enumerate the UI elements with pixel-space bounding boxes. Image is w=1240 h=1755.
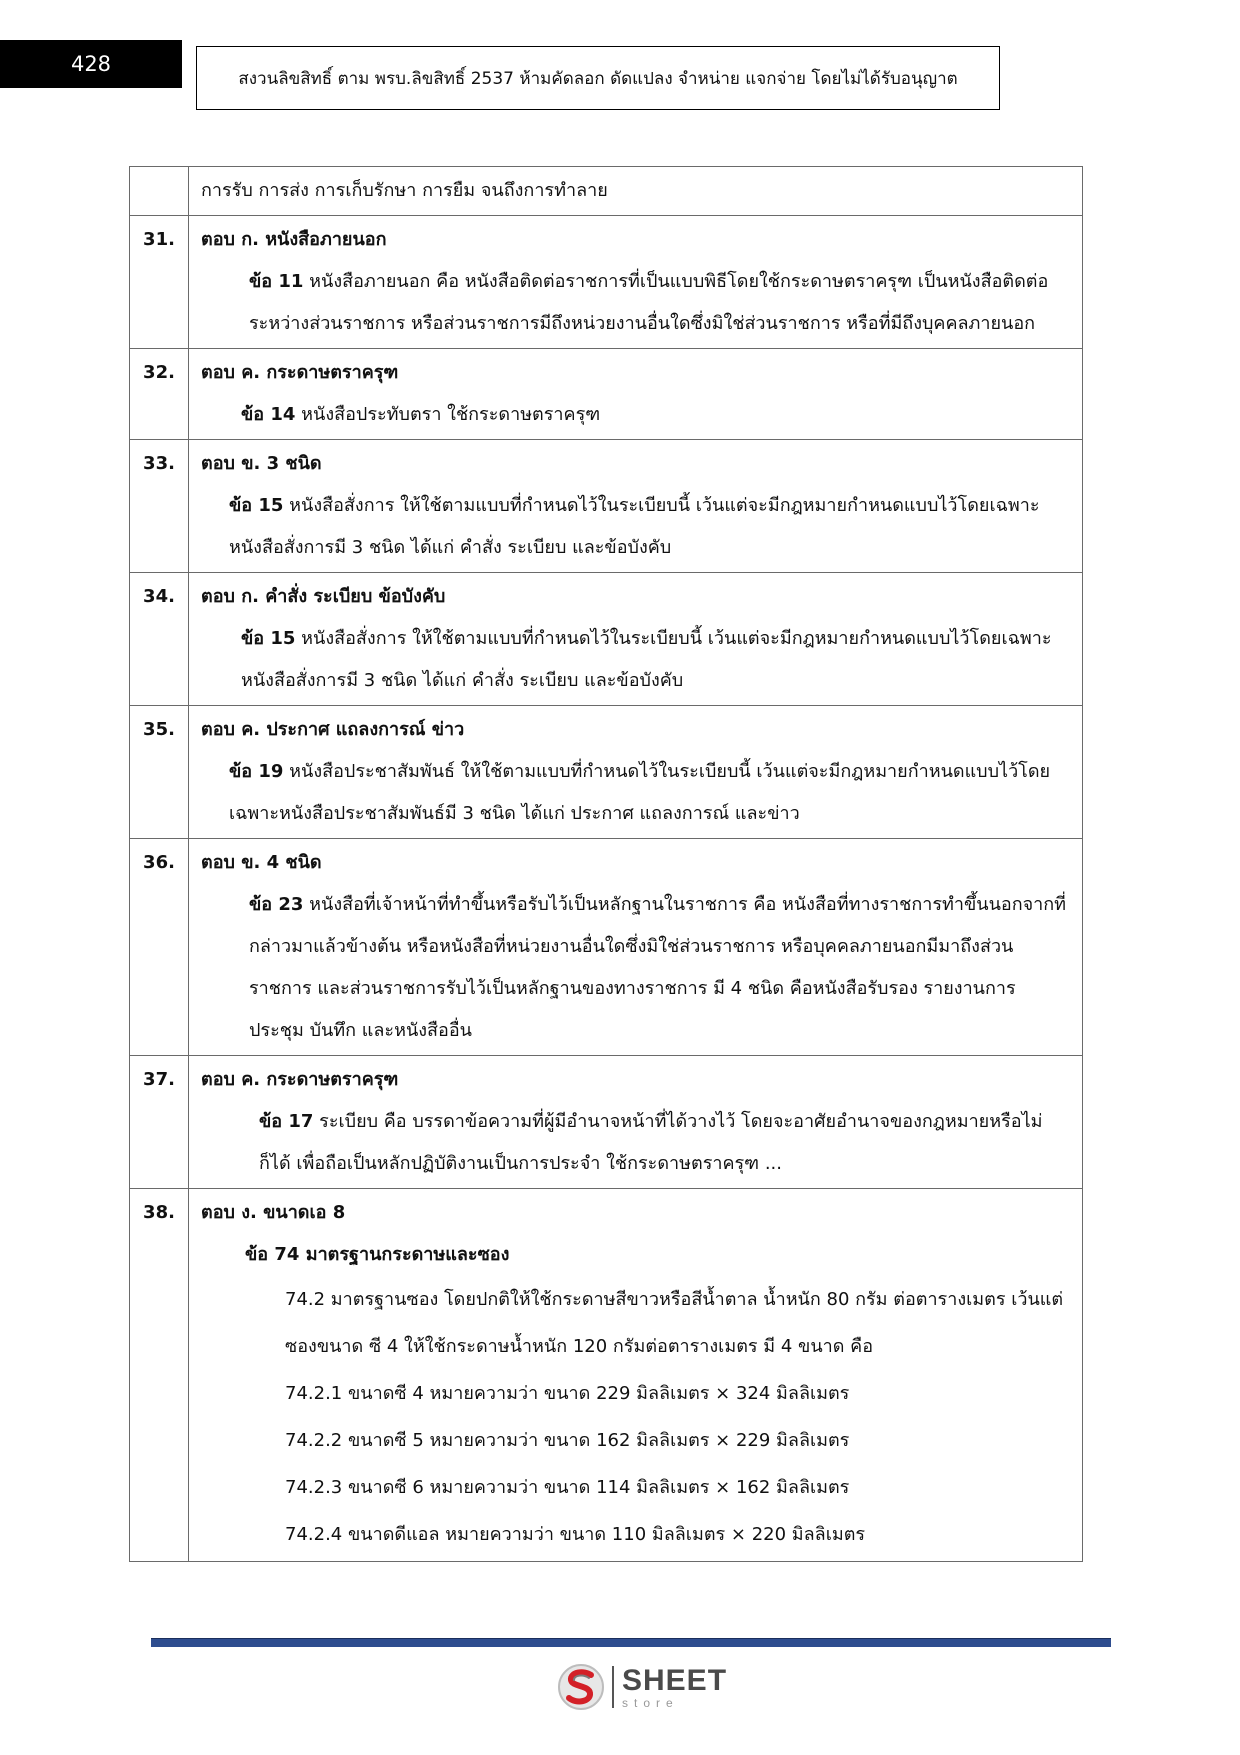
answer-cell (189, 440, 1083, 573)
explanation-text: ระเบียบ คือ บรรดาข้อความที่ผู้มีอำนาจหน้าที่ได้วางไว้ โดยจะอาศัยอำนาจของกฎหมายหรือไม่ก็ได้ เพื่อถือเป็นหลักปฏิบัติงานเป็นการประจำ ใช้กระดาษตราครุฑ ... (259, 1111, 1043, 1174)
question-number: 38. (130, 1189, 189, 1562)
list-item: 74.2.2 ขนาดซี 5 หมายความว่า ขนาด 162 มิลลิเมตร × 229 มิลลิเมตร (285, 1430, 850, 1451)
sheet-store-s-logo-icon (556, 1662, 606, 1712)
answer-heading: ตอบ ค. ประกาศ แถลงการณ์ ข่าว (201, 719, 465, 740)
question-number: 37. (130, 1056, 189, 1189)
clause-ref: ข้อ 17 (259, 1111, 314, 1132)
copyright-notice: สงวนลิขสิทธิ์ ตาม พรบ.ลิขสิทธิ์ 2537 ห้ามคัดลอก ดัดแปลง จำหน่าย แจกจ่าย โดยไม่ได้รับอนุญาต (238, 68, 958, 89)
clause-ref: ข้อ 14 (241, 404, 296, 425)
sheet-store-logo (556, 1662, 727, 1712)
logo-text-group (622, 1663, 728, 1710)
clause-ref: ข้อ 15 (229, 495, 284, 516)
answer-cell (189, 839, 1083, 1056)
explanation (201, 884, 1070, 1052)
question-number: 36. (130, 839, 189, 1056)
table-row (130, 573, 1083, 706)
copyright-header (196, 46, 1000, 110)
explanation (201, 618, 1070, 702)
logo-subtext: store (622, 1695, 679, 1710)
clause-ref: ข้อ 11 (249, 271, 304, 292)
answer-heading: ตอบ ง. ขนาดเอ 8 (201, 1202, 346, 1223)
table-row (130, 1189, 1083, 1562)
question-number: 35. (130, 706, 189, 839)
explanation (201, 261, 1070, 345)
clause-ref: ข้อ 74 มาตรฐานกระดาษและซอง (245, 1244, 510, 1265)
list-item: 74.2.1 ขนาดซี 4 หมายความว่า ขนาด 229 มิลลิเมตร × 324 มิลลิเมตร (285, 1383, 850, 1404)
list-item: 74.2.4 ขนาดดีแอล หมายความว่า ขนาด 110 มิลลิเมตร × 220 มิลลิเมตร (285, 1524, 866, 1545)
table-row (130, 839, 1083, 1056)
answer-heading: ตอบ ก. หนังสือภายนอก (201, 229, 387, 250)
answer-cell (189, 349, 1083, 440)
table-row (130, 1056, 1083, 1189)
answer-cell (189, 1189, 1083, 1562)
question-number (130, 167, 189, 216)
answer-cell (189, 573, 1083, 706)
explanation-text: หนังสือที่เจ้าหน้าที่ทำขึ้นหรือรับไว้เป็นหลักฐานในราชการ คือ หนังสือที่ทางราชการทำขึ้นนอกจากที่กล่าวมาแล้วข้างต้น หรือหนังสือที่หน่วยงานอื่นใดซึ่งมิใช่ส่วนราชการ หรือบุคคลภายนอกมีมาถึงส่วนราชการ และส่วนราชการรับไว้เป็นหลักฐานของทางราชการ มี 4 ชนิด คือหนังสือรับรอง รายงานการประชุม บันทึก และหนังสืออื่น (249, 894, 1067, 1041)
question-number: 33. (130, 440, 189, 573)
answer-heading: ตอบ ข. 3 ชนิด (201, 453, 322, 474)
explanation-text: หนังสือภายนอก คือ หนังสือติดต่อราชการที่เป็นแบบพิธีโดยใช้กระดาษตราครุฑ เป็นหนังสือติดต่อระหว่างส่วนราชการ หรือส่วนราชการมีถึงหน่วยงานอื่นใดซึ่งมิใช่ส่วนราชการ หรือที่มีถึงบุคคลภายนอก (249, 271, 1049, 334)
answer-table (129, 166, 1083, 1562)
question-number: 32. (130, 349, 189, 440)
clause-ref: ข้อ 19 (229, 761, 284, 782)
table-row (130, 349, 1083, 440)
answer-cell (189, 167, 1083, 216)
answer-cell (189, 1056, 1083, 1189)
explanation-text: หนังสือประชาสัมพันธ์ ให้ใช้ตามแบบที่กำหนดไว้ในระเบียบนี้ เว้นแต่จะมีกฎหมายกำหนดแบบไว้โดยเฉพาะหนังสือประชาสัมพันธ์มี 3 ชนิด ได้แก่ ประกาศ แถลงการณ์ และข่าว (229, 761, 1051, 824)
table-row (130, 167, 1083, 216)
page-number: 428 (0, 40, 182, 88)
explanation (201, 485, 1070, 569)
clause-heading (201, 1234, 1070, 1276)
explanation (201, 1101, 1070, 1185)
answer-cell (189, 706, 1083, 839)
table-row (130, 216, 1083, 349)
clause-ref: ข้อ 23 (249, 894, 304, 915)
explanation-text: การรับ การส่ง การเก็บรักษา การยืม จนถึงการทำลาย (201, 180, 608, 201)
answer-heading: ตอบ ข. 4 ชนิด (201, 852, 322, 873)
explanation (201, 394, 1070, 436)
table-row (130, 706, 1083, 839)
paragraph-text: 74.2 มาตรฐานซอง โดยปกติให้ใช้กระดาษสีขาวหรือสีน้ำตาล น้ำหนัก 80 กรัม ต่อตารางเมตร เว้นแต่ซองขนาด ซี 4 ให้ใช้กระดาษน้ำหนัก 120 กรัมต่อตารางเมตร มี 4 ขนาด คือ (285, 1289, 1064, 1357)
answer-heading: ตอบ ค. กระดาษตราครุฑ (201, 1069, 399, 1090)
footer-divider (151, 1638, 1111, 1647)
answer-heading: ตอบ ค. กระดาษตราครุฑ (201, 362, 399, 383)
question-number: 31. (130, 216, 189, 349)
answer-heading: ตอบ ก. คำสั่ง ระเบียบ ข้อบังคับ (201, 586, 446, 607)
logo-text: SHEET (622, 1663, 728, 1697)
explanation-text: หนังสือสั่งการ ให้ใช้ตามแบบที่กำหนดไว้ในระเบียบนี้ เว้นแต่จะมีกฎหมายกำหนดแบบไว้โดยเฉพาะหนังสือสั่งการมี 3 ชนิด ได้แก่ คำสั่ง ระเบียบ และข้อบังคับ (229, 495, 1040, 558)
table-row (130, 440, 1083, 573)
logo-divider (612, 1666, 614, 1708)
explanation-text: หนังสือสั่งการ ให้ใช้ตามแบบที่กำหนดไว้ในระเบียบนี้ เว้นแต่จะมีกฎหมายกำหนดแบบไว้โดยเฉพาะหนังสือสั่งการมี 3 ชนิด ได้แก่ คำสั่ง ระเบียบ และข้อบังคับ (241, 628, 1052, 691)
question-number: 34. (130, 573, 189, 706)
explanation-text: หนังสือประทับตรา ใช้กระดาษตราครุฑ (295, 404, 601, 425)
clause-ref: ข้อ 15 (241, 628, 296, 649)
answer-cell (189, 216, 1083, 349)
list-item: 74.2.3 ขนาดซี 6 หมายความว่า ขนาด 114 มิลลิเมตร × 162 มิลลิเมตร (285, 1477, 850, 1498)
explanation (201, 751, 1070, 835)
